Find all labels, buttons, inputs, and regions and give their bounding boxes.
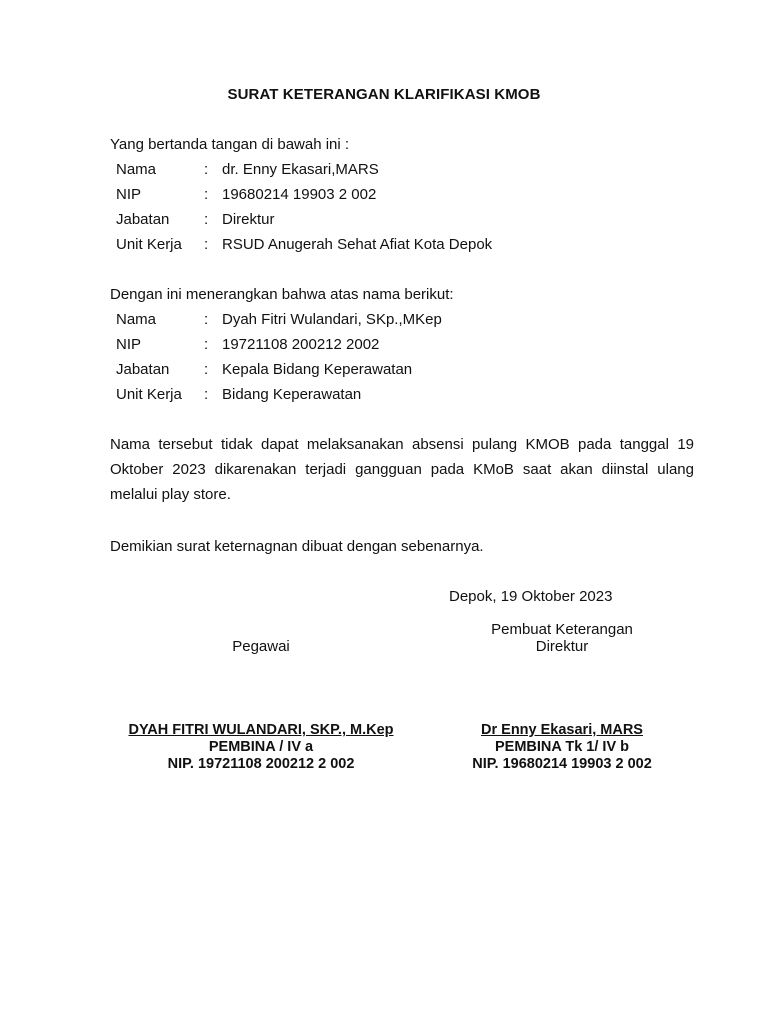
subject-field-nip xyxy=(116,332,442,357)
signature-heading: Pembuat Keterangan xyxy=(491,621,633,638)
signer-field-nama xyxy=(116,157,492,182)
signatory-rank: PEMBINA Tk 1/ IV b xyxy=(494,739,629,755)
signer-field-nip xyxy=(116,182,492,207)
field-label: NIP xyxy=(116,336,142,353)
document-title: SURAT KETERANGAN KLARIFIKASI KMOB xyxy=(227,86,541,103)
field-label: Unit Kerja xyxy=(116,386,182,403)
field-label: Nama xyxy=(116,161,157,178)
subject-fields xyxy=(116,307,442,407)
statement-intro: Dengan ini menerangkan bahwa atas nama berikut: xyxy=(110,286,454,303)
field-value: Bidang Keperawatan xyxy=(222,386,362,403)
field-label: Nama xyxy=(116,311,157,328)
field-value: Direktur xyxy=(222,211,275,228)
signatory-name: Dr Enny Ekasari, MARS xyxy=(481,722,643,738)
field-value: RSUD Anugerah Sehat Afiat Kota Depok xyxy=(222,236,493,253)
field-value: Kepala Bidang Keperawatan xyxy=(222,361,413,378)
subject-field-jabatan xyxy=(116,357,442,382)
signature-block-director xyxy=(412,621,712,655)
field-value: 19680214 19903 2 002 xyxy=(222,186,377,203)
signer-fields xyxy=(116,157,492,257)
signature-subheading: Direktur xyxy=(535,638,589,655)
signature-details-employee xyxy=(111,722,411,773)
field-colon: : xyxy=(204,211,209,228)
signatory-nip: NIP. 19680214 19903 2 002 xyxy=(472,756,652,772)
signer-field-unit-kerja xyxy=(116,232,492,257)
field-value: dr. Enny Ekasari,MARS xyxy=(222,161,379,178)
signatory-rank: PEMBINA / IV a xyxy=(208,739,314,755)
signature-heading: Pegawai xyxy=(232,638,290,655)
body-paragraph: Nama tersebut tidak dapat melaksanakan absensi pulang KMOB pada tanggal 19 Oktober 2023 dikarenakan terjadi gangguan pada KMoB saat akan diinstal ulang melalui play store. xyxy=(110,436,694,503)
intro-text: Yang bertanda tangan di bawah ini : xyxy=(110,136,350,153)
place-date: Depok, 19 Oktober 2023 xyxy=(449,588,613,605)
subject-field-unit-kerja xyxy=(116,382,442,407)
field-colon: : xyxy=(204,311,209,328)
closing-text: Demikian surat keternagnan dibuat dengan sebenarnya. xyxy=(110,538,484,555)
field-value: Dyah Fitri Wulandari, SKp.,MKep xyxy=(222,311,442,328)
signatory-nip: NIP. 19721108 200212 2 002 xyxy=(167,756,355,772)
subject-field-nama xyxy=(116,307,442,332)
field-label: Jabatan xyxy=(116,361,170,378)
signature-block-employee xyxy=(111,638,411,655)
signature-details-director xyxy=(412,722,712,773)
field-colon: : xyxy=(204,161,209,178)
field-colon: : xyxy=(204,336,209,353)
signer-field-jabatan xyxy=(116,207,492,232)
field-label: Unit Kerja xyxy=(116,236,182,253)
field-colon: : xyxy=(204,236,209,253)
field-label: Jabatan xyxy=(116,211,170,228)
field-colon: : xyxy=(204,386,209,403)
field-value: 19721108 200212 2002 xyxy=(222,336,380,353)
field-colon: : xyxy=(204,186,209,203)
signatory-name: DYAH FITRI WULANDARI, SKP., M.Kep xyxy=(128,722,394,738)
field-colon: : xyxy=(204,361,209,378)
field-label: NIP xyxy=(116,186,142,203)
